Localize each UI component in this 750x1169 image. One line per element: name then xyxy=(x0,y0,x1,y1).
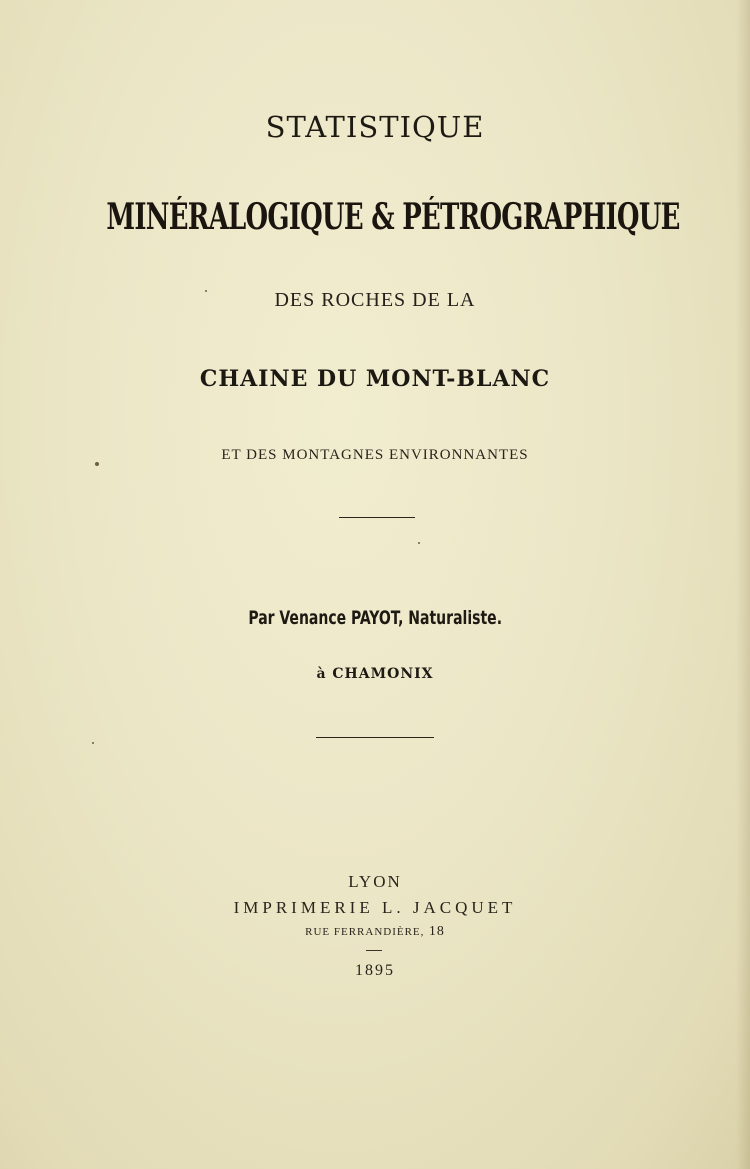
page-edge-shadow xyxy=(736,0,750,1169)
author-place: à CHAMONIX xyxy=(316,666,434,682)
paper-speck xyxy=(92,742,94,744)
paper-speck xyxy=(205,290,207,292)
paper-speck xyxy=(418,542,420,544)
title-line-chaine-mont-blanc: CHAINE DU MONT-BLANC xyxy=(199,366,551,392)
imprint-street-name: RUE FERRANDIÈRE, xyxy=(305,926,425,938)
title-line-montagnes: ET DES MONTAGNES ENVIRONNANTES xyxy=(221,447,529,463)
title-line-statistique: STATISTIQUE xyxy=(265,110,485,144)
imprint-printer: IMPRIMERIE L. JACQUET xyxy=(233,898,517,917)
author-byline: Par Venance PAYOT, Naturaliste. xyxy=(248,607,503,629)
imprint-year: 1895 xyxy=(355,962,395,979)
imprint-city: LYON xyxy=(348,872,402,891)
divider-dash xyxy=(366,950,382,951)
imprint-street-number: 18 xyxy=(428,924,445,939)
title-line-des-roches: DES ROCHES DE LA xyxy=(274,289,476,311)
imprint-street xyxy=(0,924,750,940)
title-line-mineralogique: MINÉRALOGIQUE & PÉTROGRAPHIQUE xyxy=(106,196,680,238)
divider-rule-bottom xyxy=(316,737,434,738)
divider-rule-top xyxy=(339,517,415,518)
paper-speck xyxy=(95,462,99,466)
